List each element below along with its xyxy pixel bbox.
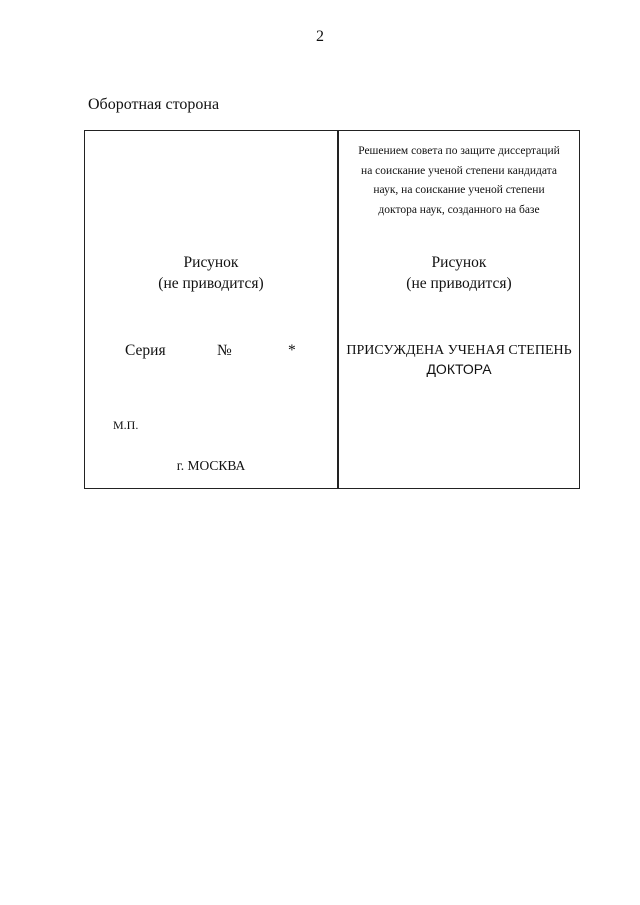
council-decision-text bbox=[339, 142, 579, 220]
degree-line-1: ПРИСУЖДЕНА УЧЕНАЯ СТЕПЕНЬ bbox=[346, 343, 572, 358]
right-figure-note: (не приводится) bbox=[406, 275, 512, 292]
left-figure-note: (не приводится) bbox=[158, 275, 264, 292]
left-panel bbox=[85, 131, 337, 488]
seal-place-label: М.П. bbox=[113, 418, 139, 432]
series-label: Серия bbox=[125, 342, 166, 359]
page-number: 2 bbox=[316, 28, 324, 45]
diploma-form-frame bbox=[84, 130, 580, 489]
number-sign-label: № bbox=[217, 342, 232, 359]
left-figure-placeholder bbox=[85, 252, 337, 294]
council-line: Решением совета по защите диссертаций bbox=[358, 145, 560, 157]
city-label: г. МОСКВА bbox=[176, 458, 246, 473]
footnote-asterisk: * bbox=[288, 342, 296, 359]
right-figure-placeholder bbox=[339, 252, 579, 294]
council-line: наук, на соискание ученой степени bbox=[373, 184, 545, 196]
left-figure-title: Рисунок bbox=[183, 254, 239, 271]
right-figure-title: Рисунок bbox=[431, 254, 487, 271]
council-line: на соискание ученой степени кандидата bbox=[361, 164, 557, 177]
degree-line-2: ДОКТОРА bbox=[426, 361, 492, 377]
right-panel bbox=[339, 131, 579, 488]
side-heading: Оборотная сторона bbox=[88, 96, 220, 113]
council-line: доктора наук, созданного на базе bbox=[378, 203, 540, 216]
degree-awarded-text bbox=[339, 341, 579, 379]
